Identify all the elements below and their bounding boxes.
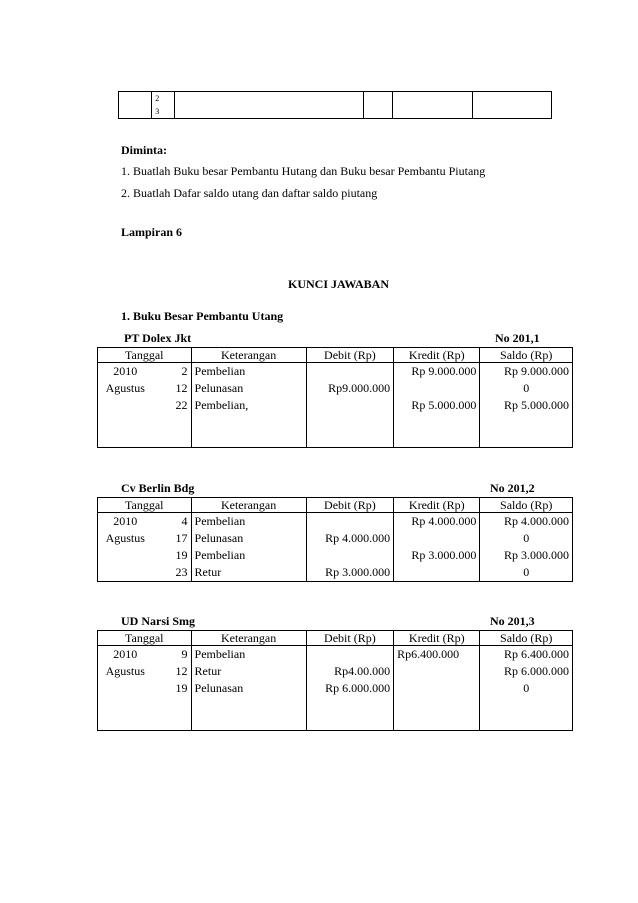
ledger-account-name: Cv Berlin Bdg (121, 481, 195, 495)
cell-debit: Rp4.00.000 (306, 663, 393, 680)
ledger-account-number: No 201,2 (490, 481, 535, 495)
cell-saldo: Rp 6.400.000 (480, 646, 573, 664)
cell-year: 2010 (98, 513, 153, 531)
table-row (98, 680, 573, 697)
table-row (98, 547, 573, 564)
cell-kredit (394, 380, 480, 397)
col-header-debit: Debit (Rp) (306, 348, 393, 363)
cell-kredit (394, 663, 480, 680)
col-header-debit: Debit (Rp) (306, 498, 393, 513)
cell-saldo: Rp 6.000.000 (480, 663, 573, 680)
cell-year: Agustus (98, 530, 153, 547)
cell-year: Agustus (98, 663, 153, 680)
table-row (98, 530, 573, 547)
cell-desc: Pembelian, (191, 397, 306, 414)
cell-saldo: 0 (480, 564, 573, 582)
cell-debit (306, 397, 393, 414)
cell-saldo: 0 (480, 680, 573, 697)
cell-debit: Rp9.000.000 (306, 380, 393, 397)
cell-day: 17 (153, 530, 192, 547)
fragment-cell (473, 92, 552, 119)
col-header-tanggal: Tanggal (98, 348, 192, 363)
lampiran-label: Lampiran 6 (121, 225, 183, 239)
col-header-tanggal: Tanggal (98, 631, 192, 646)
kunci-jawaban-title: KUNCI JAWABAN (288, 277, 390, 291)
col-header-tanggal: Tanggal (98, 498, 192, 513)
diminta-item-2: 2. Buatlah Dafar saldo utang dan daftar saldo piutang (121, 186, 378, 200)
cell-kredit: Rp 5.000.000 (394, 397, 480, 414)
cell-desc: Pembelian (191, 513, 306, 531)
cell-saldo: 0 (480, 380, 573, 397)
fragment-cell (392, 92, 473, 119)
cell-desc: Pelunasan (191, 380, 306, 397)
table-row (98, 513, 573, 531)
ledger-table (97, 630, 573, 731)
col-header-kredit: Kredit (Rp) (394, 348, 480, 363)
cell-saldo: 0 (480, 530, 573, 547)
cell-year (98, 680, 153, 697)
table-row (98, 363, 573, 381)
table-row-empty (98, 414, 573, 447)
table-row (98, 397, 573, 414)
cell-saldo: Rp 5.000.000 (480, 397, 573, 414)
cell-year (98, 564, 153, 582)
col-header-saldo: Saldo (Rp) (480, 498, 573, 513)
col-header-debit: Debit (Rp) (306, 631, 393, 646)
col-header-keterangan: Keterangan (191, 348, 306, 363)
fragment-cell (119, 92, 152, 119)
cell-saldo: Rp 3.000.000 (480, 547, 573, 564)
ledger-account-number: No 201,3 (490, 614, 535, 628)
cell-desc: Pembelian (191, 646, 306, 664)
col-header-kredit: Kredit (Rp) (394, 631, 480, 646)
cell-day: 12 (153, 380, 192, 397)
cell-day: 23 (153, 564, 192, 582)
cell-day: 2 (153, 363, 192, 381)
table-row (98, 663, 573, 680)
cell-debit: Rp 4.000.000 (306, 530, 393, 547)
cell-debit (306, 513, 393, 531)
diminta-heading: Diminta: (121, 143, 167, 157)
fragment-row-numbers (152, 92, 175, 119)
cell-desc: Retur (191, 564, 306, 582)
cell-kredit: Rp 3.000.000 (394, 547, 480, 564)
cell-debit: Rp 3.000.000 (306, 564, 393, 582)
ledger-account-name: PT Dolex Jkt (124, 331, 192, 345)
col-header-keterangan: Keterangan (191, 631, 306, 646)
cell-day: 12 (153, 663, 192, 680)
cell-day: 22 (153, 397, 192, 414)
cell-day: 19 (153, 680, 192, 697)
cell-kredit: Rp6.400.000 (394, 646, 480, 664)
col-header-kredit: Kredit (Rp) (394, 498, 480, 513)
ledger-account-name: UD Narsi Smg (121, 614, 195, 628)
cell-day: 4 (153, 513, 192, 531)
cell-desc: Pembelian (191, 547, 306, 564)
cell-desc: Retur (191, 663, 306, 680)
cell-year (98, 397, 153, 414)
fragment-cell (175, 92, 363, 119)
table-row (98, 646, 573, 664)
col-header-saldo: Saldo (Rp) (480, 348, 573, 363)
cell-year (98, 547, 153, 564)
row-number: 2 (155, 94, 160, 103)
cell-debit (306, 363, 393, 381)
cell-kredit: Rp 4.000.000 (394, 513, 480, 531)
table-row-empty (98, 697, 573, 730)
ledger-account-number: No 201,1 (495, 331, 540, 345)
ledger-table (97, 347, 573, 448)
ledger-table (97, 497, 573, 582)
cell-kredit (394, 564, 480, 582)
table-row (98, 380, 573, 397)
table-row (98, 564, 573, 582)
cell-desc: Pelunasan (191, 680, 306, 697)
row-number: 3 (155, 107, 160, 116)
cell-debit (306, 646, 393, 664)
cell-desc: Pelunasan (191, 530, 306, 547)
cell-kredit: Rp 9.000.000 (394, 363, 480, 381)
fragment-cell (363, 92, 392, 119)
cell-kredit (394, 530, 480, 547)
cell-saldo: Rp 4.000.000 (480, 513, 573, 531)
cell-saldo: Rp 9.000.000 (480, 363, 573, 381)
cell-kredit (394, 680, 480, 697)
section-title: 1. Buku Besar Pembantu Utang (121, 309, 284, 323)
cell-desc: Pembelian (191, 363, 306, 381)
cell-day: 9 (153, 646, 192, 664)
cell-year: Agustus (98, 380, 153, 397)
cell-debit (306, 547, 393, 564)
col-header-saldo: Saldo (Rp) (480, 631, 573, 646)
previous-table-fragment (118, 91, 552, 119)
diminta-item-1: 1. Buatlah Buku besar Pembantu Hutang dan Buku besar Pembantu Piutang (121, 164, 486, 178)
cell-day: 19 (153, 547, 192, 564)
cell-debit: Rp 6.000.000 (306, 680, 393, 697)
col-header-keterangan: Keterangan (191, 498, 306, 513)
cell-year: 2010 (98, 646, 153, 664)
cell-year: 2010 (98, 363, 153, 381)
